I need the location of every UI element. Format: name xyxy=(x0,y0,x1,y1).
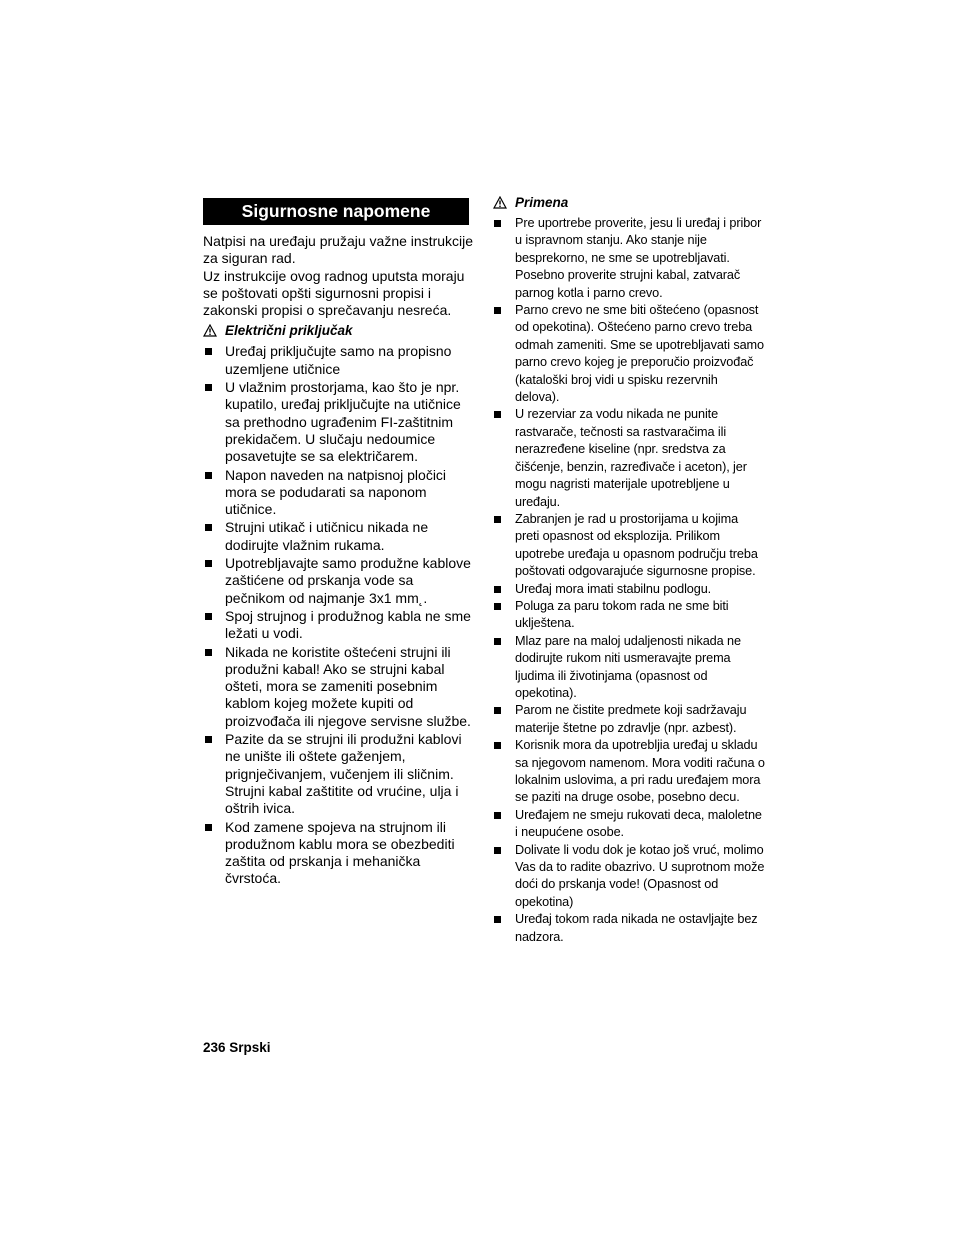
intro-paragraph: Natpisi na uređaju pružaju važne instrukcije za siguran rad. xyxy=(203,233,474,267)
square-bullet-icon xyxy=(205,472,212,479)
list-item-text: Parno crevo ne sme biti oštećeno (opasnost od opekotina). Oštećeno parno crevo treba odmah zameniti. Sme se upotrebljavati samo parno crevo kojeg je preporučio proizvođač (kataloški broj vidi u spisku rezervnih delova). xyxy=(515,303,764,405)
list-item xyxy=(203,731,475,817)
square-bullet-icon xyxy=(205,560,212,567)
list-item xyxy=(493,598,765,633)
list-item xyxy=(493,807,765,842)
list-item-text: Uređaj mora imati stabilnu podlogu. xyxy=(515,581,712,596)
square-bullet-icon xyxy=(494,411,501,418)
list-item-text: Kod zamene spojeva na strujnom ili produžnom kablu mora se obezbediti zaštita od prskanja i mehanička čvrstoća. xyxy=(225,818,455,887)
list-item xyxy=(493,911,765,946)
electrical-heading xyxy=(203,322,475,339)
intro-text xyxy=(203,233,475,319)
list-item-text: Strujni utikač i utičnicu nikada ne dodirujte vlažnim rukama. xyxy=(225,519,429,553)
warning-triangle-icon xyxy=(203,324,217,337)
square-bullet-icon xyxy=(494,603,501,610)
list-item xyxy=(203,819,475,888)
square-bullet-icon xyxy=(494,742,501,749)
list-item-text: Uređaj priključujte samo na propisno uzemljene utičnice xyxy=(225,343,452,377)
list-item xyxy=(493,406,765,510)
list-item xyxy=(493,302,765,406)
list-item-text: Korisnik mora da upotrebljia uređaj u skladu sa njegovom namenom. Mora voditi računa o lokalnim uslovima, a pri radu uređajem mora se paziti na druge osobe, posebno decu. xyxy=(515,738,765,805)
list-item-text: Zabranjen je rad u prostorijama u kojima preti opasnost od eksplozija. Prilikom upotrebe uređaja u opasnom području treba poštovati odgovarajuće sigurnosne propise. xyxy=(515,511,758,579)
list-item-text: Upotrebljavajte samo produžne kablove zaštićene od prskanja vode sa pečnikom od najmanje 3x1 mm˛. xyxy=(225,555,471,606)
usage-list xyxy=(493,215,765,946)
list-item-text: Poluga za paru tokom rada ne sme biti uklještena. xyxy=(515,598,729,631)
square-bullet-icon xyxy=(494,812,501,819)
list-item xyxy=(203,467,475,519)
list-item-text: Spoj strujnog i produžnog kabla ne sme ležati u vodi. xyxy=(225,607,471,642)
list-item xyxy=(203,555,475,607)
list-item xyxy=(493,842,765,912)
list-item xyxy=(203,343,475,378)
square-bullet-icon xyxy=(494,586,501,593)
list-item-text: Napon naveden na natpisnoj pločici mora se podudarati sa naponom utičnice. xyxy=(225,466,447,518)
list-item-text: U rezerviar za vodu nikada ne punite rastvarače, tečnosti sa rastvaračima ili nerazređene kiseline (npr. sredstva za čišćenje, benzin, razređivače i aceton), jer mogu nagristi materijale upotrebljene u uređaju. xyxy=(515,407,747,509)
list-item xyxy=(203,644,475,730)
square-bullet-icon xyxy=(494,220,501,227)
square-bullet-icon xyxy=(205,348,212,355)
list-item xyxy=(493,215,765,302)
square-bullet-icon xyxy=(205,824,212,831)
square-bullet-icon xyxy=(494,847,501,854)
list-item xyxy=(493,702,765,737)
page-footer: 236 Srpski xyxy=(203,1040,271,1055)
warning-triangle-icon xyxy=(493,196,507,209)
square-bullet-icon xyxy=(205,384,212,391)
square-bullet-icon xyxy=(494,916,501,923)
intro-paragraph: Uz instrukcije ovog radnog uputsta moraju se poštovati opšti sigurnosni propisi i zakonski propisi o sprečavanju nesreća. xyxy=(203,267,465,319)
right-column xyxy=(493,197,765,946)
square-bullet-icon xyxy=(494,638,501,645)
usage-heading-label: Primena xyxy=(515,195,569,210)
list-item-text: Uređaj tokom rada nikada ne ostavljajte bez nadzora. xyxy=(515,912,758,944)
square-bullet-icon xyxy=(205,524,212,531)
square-bullet-icon xyxy=(494,516,501,523)
list-item-text: Uređajem ne smeju rukovati deca, maloletne i neupućene osobe. xyxy=(515,807,762,840)
square-bullet-icon xyxy=(205,736,212,743)
list-item xyxy=(203,379,475,465)
square-bullet-icon xyxy=(205,649,212,656)
list-item xyxy=(203,608,475,643)
section-title: Sigurnosne napomene xyxy=(203,198,469,225)
list-item xyxy=(493,581,765,598)
electrical-list xyxy=(203,343,475,887)
list-item-text: Parom ne čistite predmete koji sadržavaju materije štetne po zdravlje (npr. azbest). xyxy=(515,703,747,735)
list-item xyxy=(493,633,765,703)
list-item-text: Pazite da se strujni ili produžni kablovi ne unište ili oštete gaženjem, prignječivanjem, vučenjem ili sličnim. Strujni kabal zaštitite od vrućine, ulja i oštrih ivica. xyxy=(225,731,462,817)
usage-heading xyxy=(493,194,765,211)
list-item-text: Mlaz pare na maloj udaljenosti nikada ne dodirujte rukom niti usmeravajte prema ljudima ili životinjama (opasnost od opekotina). xyxy=(515,633,741,700)
list-item xyxy=(203,519,475,554)
electrical-heading-label: Električni priključak xyxy=(225,323,353,339)
square-bullet-icon xyxy=(494,307,501,314)
list-item-text: U vlažnim prostorjama, kao što je npr. kupatilo, uređaj priključujte na utičnice sa prethodno ugrađenim FI-zaštitnim prekidačem. U slučaju nedoumice posavetujte se sa električarem. xyxy=(225,379,461,465)
list-item-text: Nikada ne koristite oštećeni strujni ili produžni kabal! Ako se strujni kabal ošteti, mora se zameniti posebnim kablom kojeg možete kupiti od proizvođača ili njegove servisne službe. xyxy=(225,643,471,729)
square-bullet-icon xyxy=(494,707,501,714)
list-item-text: Dolivate li vodu dok je kotao još vruć, molimo Vas da to radite obazrivo. U suprotnom može doći do prskanja vode! (Opasnost od opekotina) xyxy=(515,842,765,909)
list-item xyxy=(493,737,765,807)
list-item-text: Pre uportrebe proverite, jesu li uređaj i pribor u ispravnom stanju. Ako stanje nije besprekorno, ne sme se upotrebljavati. Posebno proverite strujni kabal, zatvarač parnog kotla i parno crevo. xyxy=(515,216,762,300)
square-bullet-icon xyxy=(205,613,212,620)
left-column xyxy=(203,197,475,889)
list-item xyxy=(493,511,765,581)
